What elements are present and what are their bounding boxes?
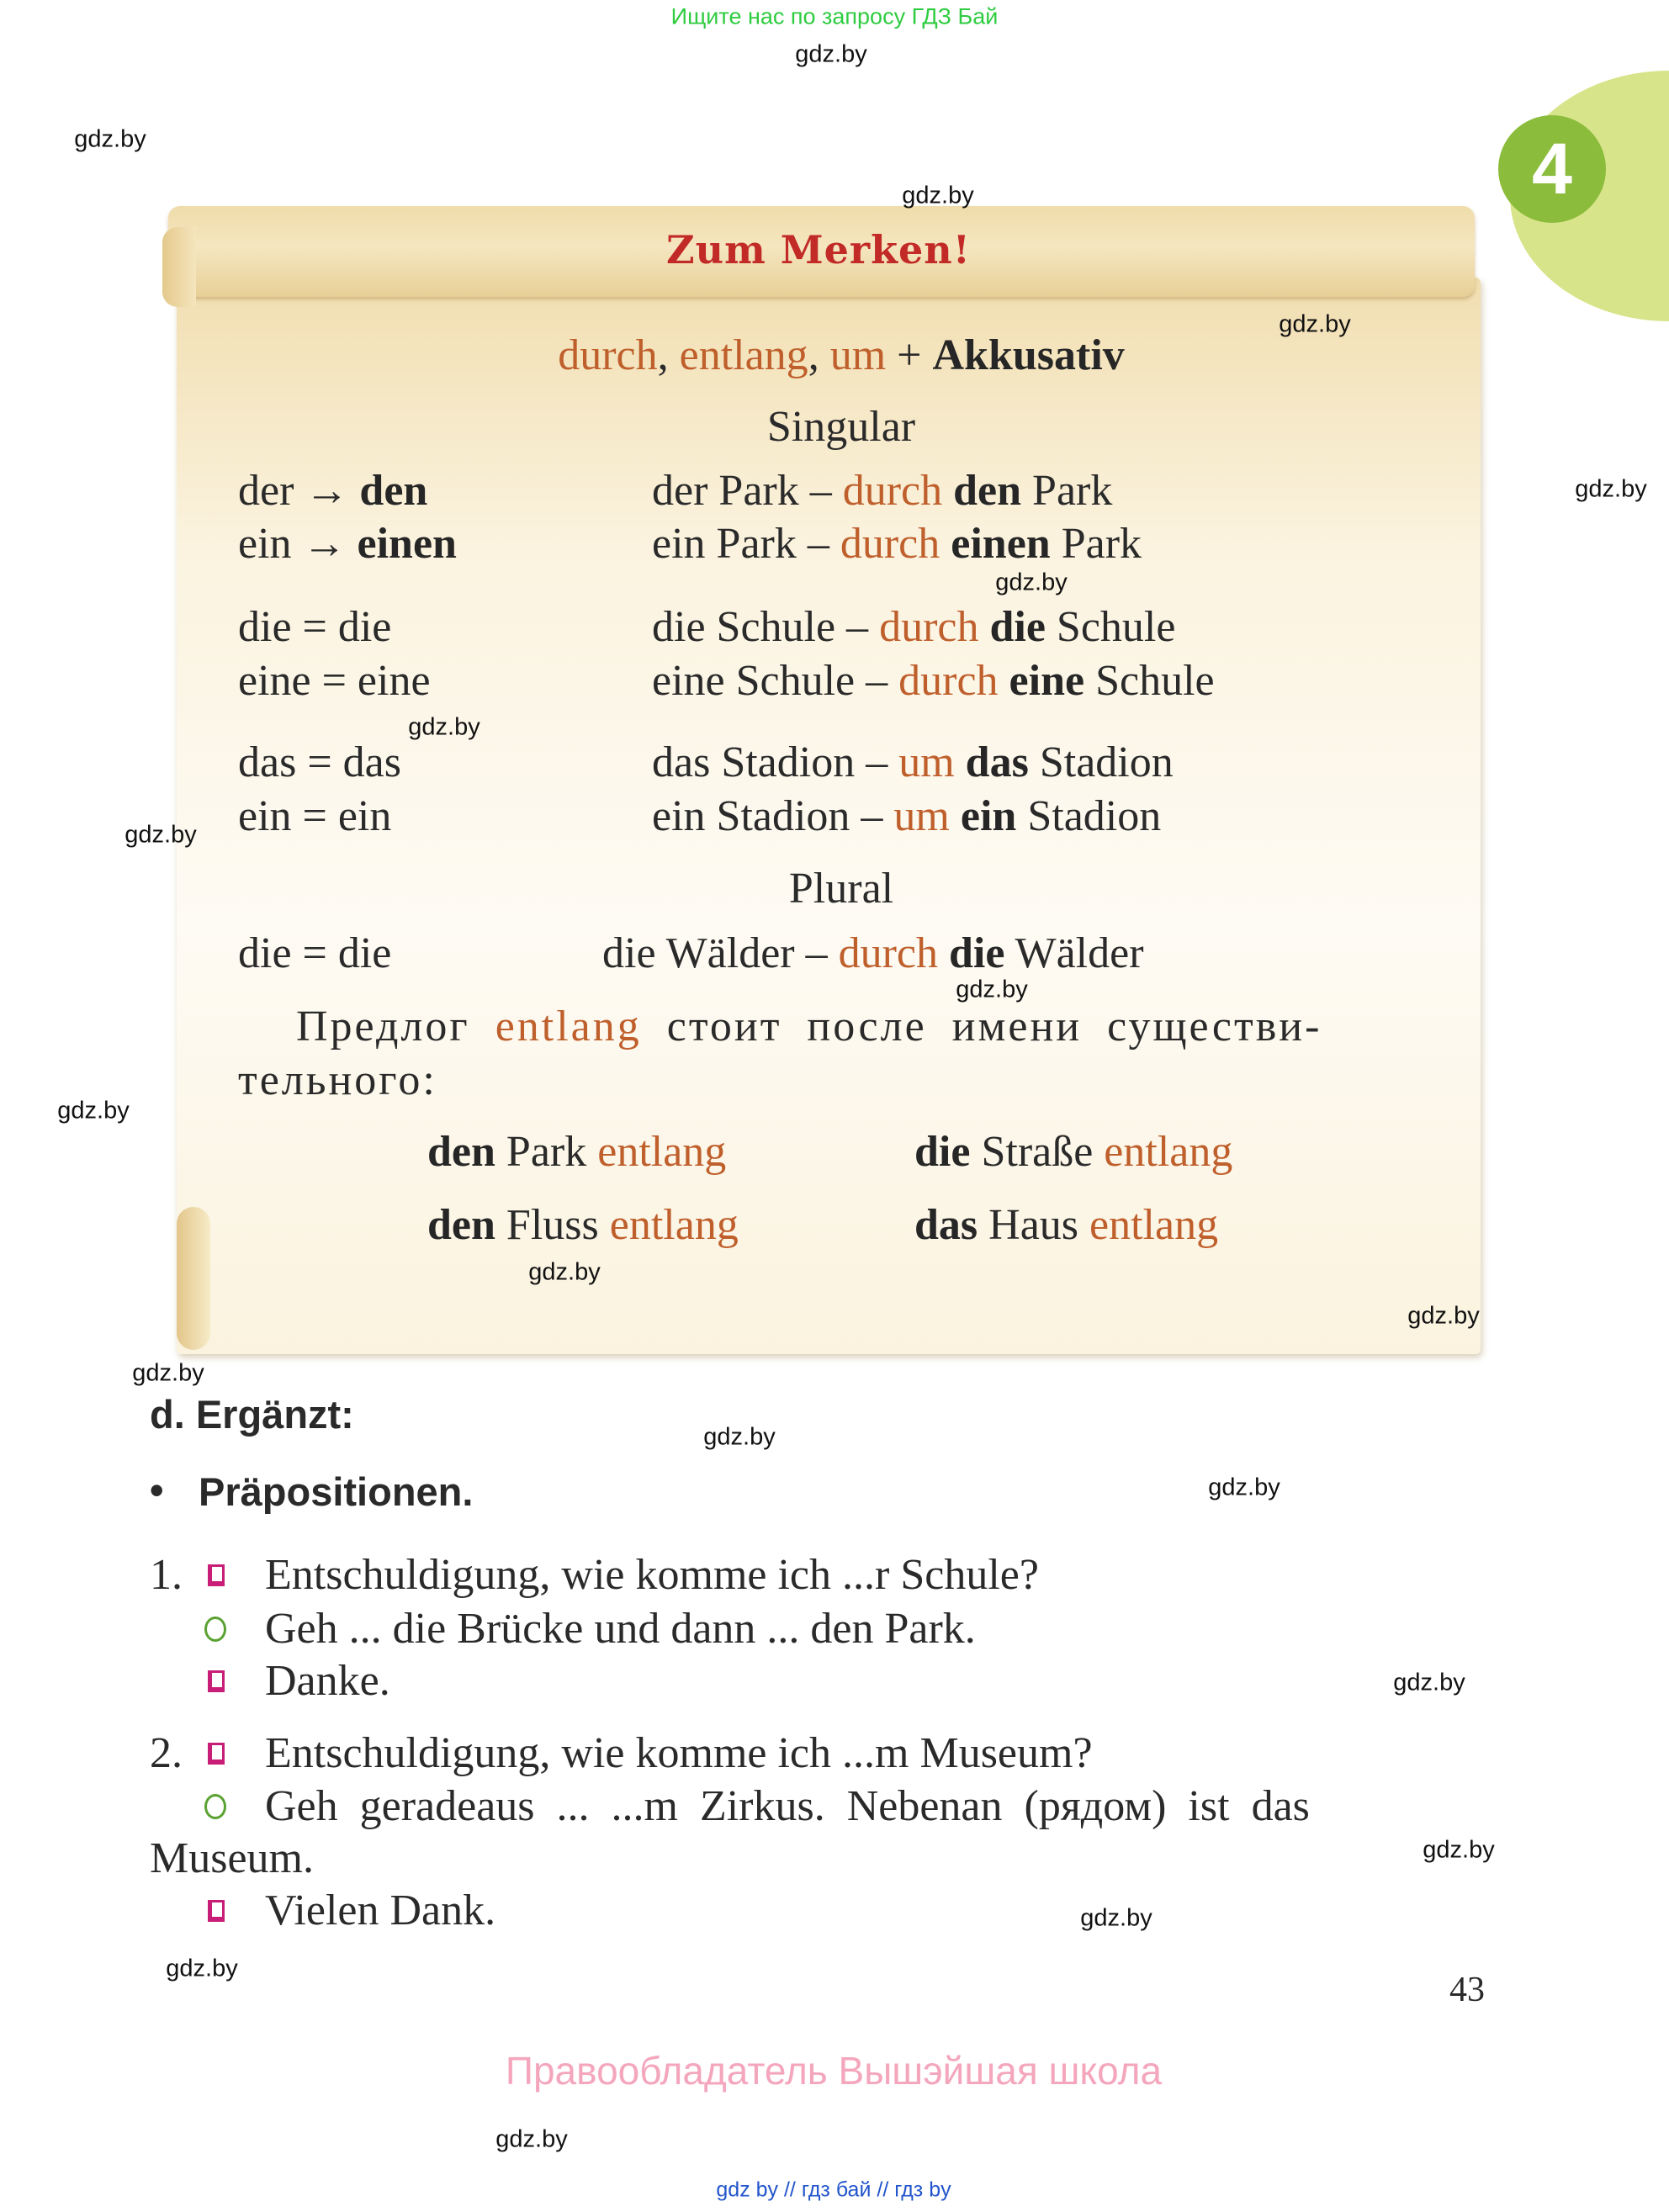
entlang-example [427, 1200, 739, 1251]
article-acc: einen [357, 520, 457, 568]
article-rule [238, 519, 457, 569]
case-name: Akkusativ [932, 331, 1125, 379]
example-noun: Schule [1084, 657, 1215, 705]
example-prep: entlang [597, 1128, 727, 1176]
example-article: die [914, 1128, 971, 1176]
dialog-line: Geh ... die Brücke und dann ... den Park. [265, 1605, 976, 1653]
example-base: das Stadion – [652, 738, 899, 786]
article-rule: die = die [238, 603, 392, 651]
entlang-example [914, 1200, 1218, 1251]
article-rule [238, 466, 427, 516]
article-rule: das = das [238, 738, 401, 786]
example-line [652, 466, 1112, 516]
example-prep: durch [838, 929, 938, 977]
watermark: gdz.by [57, 1097, 130, 1125]
watermark: gdz.by [1279, 310, 1351, 338]
entlang-example [427, 1127, 726, 1177]
watermark: gdz.by [528, 1258, 601, 1286]
note-text: стоит после имени существи- [641, 1003, 1322, 1050]
dialog-line: Geh geradeaus ... ...m Zirkus. Nebenan (рядом) ist das [265, 1782, 1310, 1830]
example-prep: durch [840, 520, 940, 568]
example-noun: Park [1050, 520, 1142, 568]
singular-heading: Singular [766, 403, 916, 451]
example-line [652, 519, 1142, 569]
watermark: gdz.by [132, 1359, 204, 1387]
example-article: das [954, 738, 1029, 786]
example-prep: um [893, 792, 950, 840]
scroll-curl [162, 227, 196, 307]
watermark: gdz.by [1208, 1474, 1280, 1501]
watermark: gdz.by [902, 182, 974, 209]
example-prep: entlang [1104, 1128, 1233, 1176]
example-noun: Park [495, 1128, 598, 1176]
watermark: gdz.by [1407, 1302, 1480, 1330]
article-rule: die = die [238, 929, 392, 977]
example-noun: Haus [978, 1201, 1090, 1249]
example-line [652, 656, 1215, 706]
watermark: gdz.by [1080, 1904, 1152, 1932]
example-article: einen [940, 520, 1051, 568]
footer-links[interactable]: gdz by // гдз бай // гдз by [716, 2178, 951, 2202]
watermark: gdz.by [795, 40, 867, 68]
example-prep: entlang [609, 1201, 739, 1249]
article-rule: ein = ein [238, 792, 392, 840]
example-prep: um [898, 738, 955, 786]
rule-line [558, 331, 1125, 381]
watermark: gdz.by [408, 713, 480, 741]
exercise-subheading: Präpositionen. [199, 1469, 474, 1514]
example-article: die [978, 603, 1046, 651]
example-base: eine Schule – [652, 657, 899, 705]
dialog-line: Museum. [150, 1834, 314, 1882]
note-line-2: тельного: [238, 1056, 437, 1104]
note-text: Предлог [296, 1003, 495, 1050]
note-prep: entlang [495, 1003, 642, 1050]
dialog-line: Entschuldigung, wie komme ich ...r Schule? [265, 1551, 1039, 1599]
watermark: gdz.by [995, 569, 1068, 596]
example-line [652, 738, 1174, 788]
copyright-notice: Правообладатель Вышэйшая школа [505, 2049, 1163, 2093]
search-hint: Ищите нас по запросу ГДЗ Бай [670, 3, 999, 29]
circle-speaker-icon [204, 1794, 226, 1819]
example-base: ein Stadion – [652, 792, 894, 840]
prep-um: um [829, 331, 887, 379]
separator: , [657, 331, 680, 379]
example-article: den [427, 1201, 495, 1249]
watermark: gdz.by [1423, 1836, 1495, 1864]
example-noun: Straße [970, 1128, 1105, 1176]
square-speaker-icon [208, 1900, 225, 1922]
scroll-bottom-curl [177, 1207, 210, 1350]
example-article: die [938, 929, 1005, 977]
watermark: gdz.by [1393, 1669, 1465, 1696]
example-prep: durch [898, 657, 999, 705]
example-article: das [914, 1201, 978, 1249]
example-prep: durch [879, 603, 979, 651]
example-noun: Park [1021, 467, 1113, 515]
article-base: ein → [238, 520, 358, 568]
example-article: den [427, 1128, 495, 1176]
page-number: 43 [1449, 1971, 1485, 2009]
plus-sign: + [886, 331, 933, 379]
plural-heading: Plural [788, 865, 894, 913]
dialog-line: Danke. [265, 1657, 390, 1705]
example-noun: Wälder [1004, 929, 1144, 977]
example-prep: durch [842, 467, 943, 515]
watermark: gdz.by [74, 125, 146, 153]
circle-speaker-icon [204, 1617, 226, 1642]
example-noun: Schule [1045, 603, 1176, 651]
dialog-line: Entschuldigung, wie komme ich ...m Museum? [265, 1729, 1093, 1777]
article-rule: eine = eine [238, 657, 431, 705]
note-line [296, 1002, 1322, 1052]
watermark: gdz.by [166, 1955, 238, 1982]
dialog-number: 2. [150, 1729, 183, 1777]
square-speaker-icon [208, 1564, 225, 1586]
example-base: die Schule – [652, 603, 880, 651]
example-article: ein [949, 792, 1017, 840]
example-line [652, 602, 1175, 653]
watermark: gdz.by [1575, 475, 1647, 503]
watermark: gdz.by [125, 821, 197, 849]
watermark: gdz.by [495, 2125, 568, 2153]
example-noun: Stadion [1016, 792, 1162, 840]
example-base: der Park – [652, 467, 843, 515]
article-acc: den [359, 467, 428, 515]
chapter-number-badge: 4 [1498, 115, 1606, 223]
entlang-example [914, 1127, 1232, 1177]
dialog-number: 1. [150, 1551, 183, 1599]
example-noun: Fluss [495, 1201, 610, 1249]
exercise-heading: d. Ergänzt: [150, 1392, 354, 1437]
watermark: gdz.by [956, 976, 1028, 1003]
watermark: gdz.by [703, 1423, 776, 1451]
square-speaker-icon [208, 1670, 225, 1692]
box-title: Zum Merken! [666, 227, 971, 273]
example-article: eine [998, 657, 1085, 705]
example-line [602, 929, 1144, 979]
example-base: ein Park – [652, 520, 840, 568]
example-prep: entlang [1089, 1201, 1219, 1249]
article-base: der → [238, 467, 360, 515]
example-line [652, 791, 1161, 842]
prep-entlang: entlang [679, 331, 808, 379]
example-base: die Wälder – [602, 929, 839, 977]
dialog-line: Vielen Dank. [265, 1887, 496, 1934]
prep-durch: durch [558, 331, 658, 379]
square-speaker-icon [208, 1743, 225, 1765]
example-noun: Stadion [1028, 738, 1174, 786]
separator: , [808, 331, 830, 379]
bullet: • [150, 1468, 164, 1512]
example-article: den [942, 467, 1022, 515]
